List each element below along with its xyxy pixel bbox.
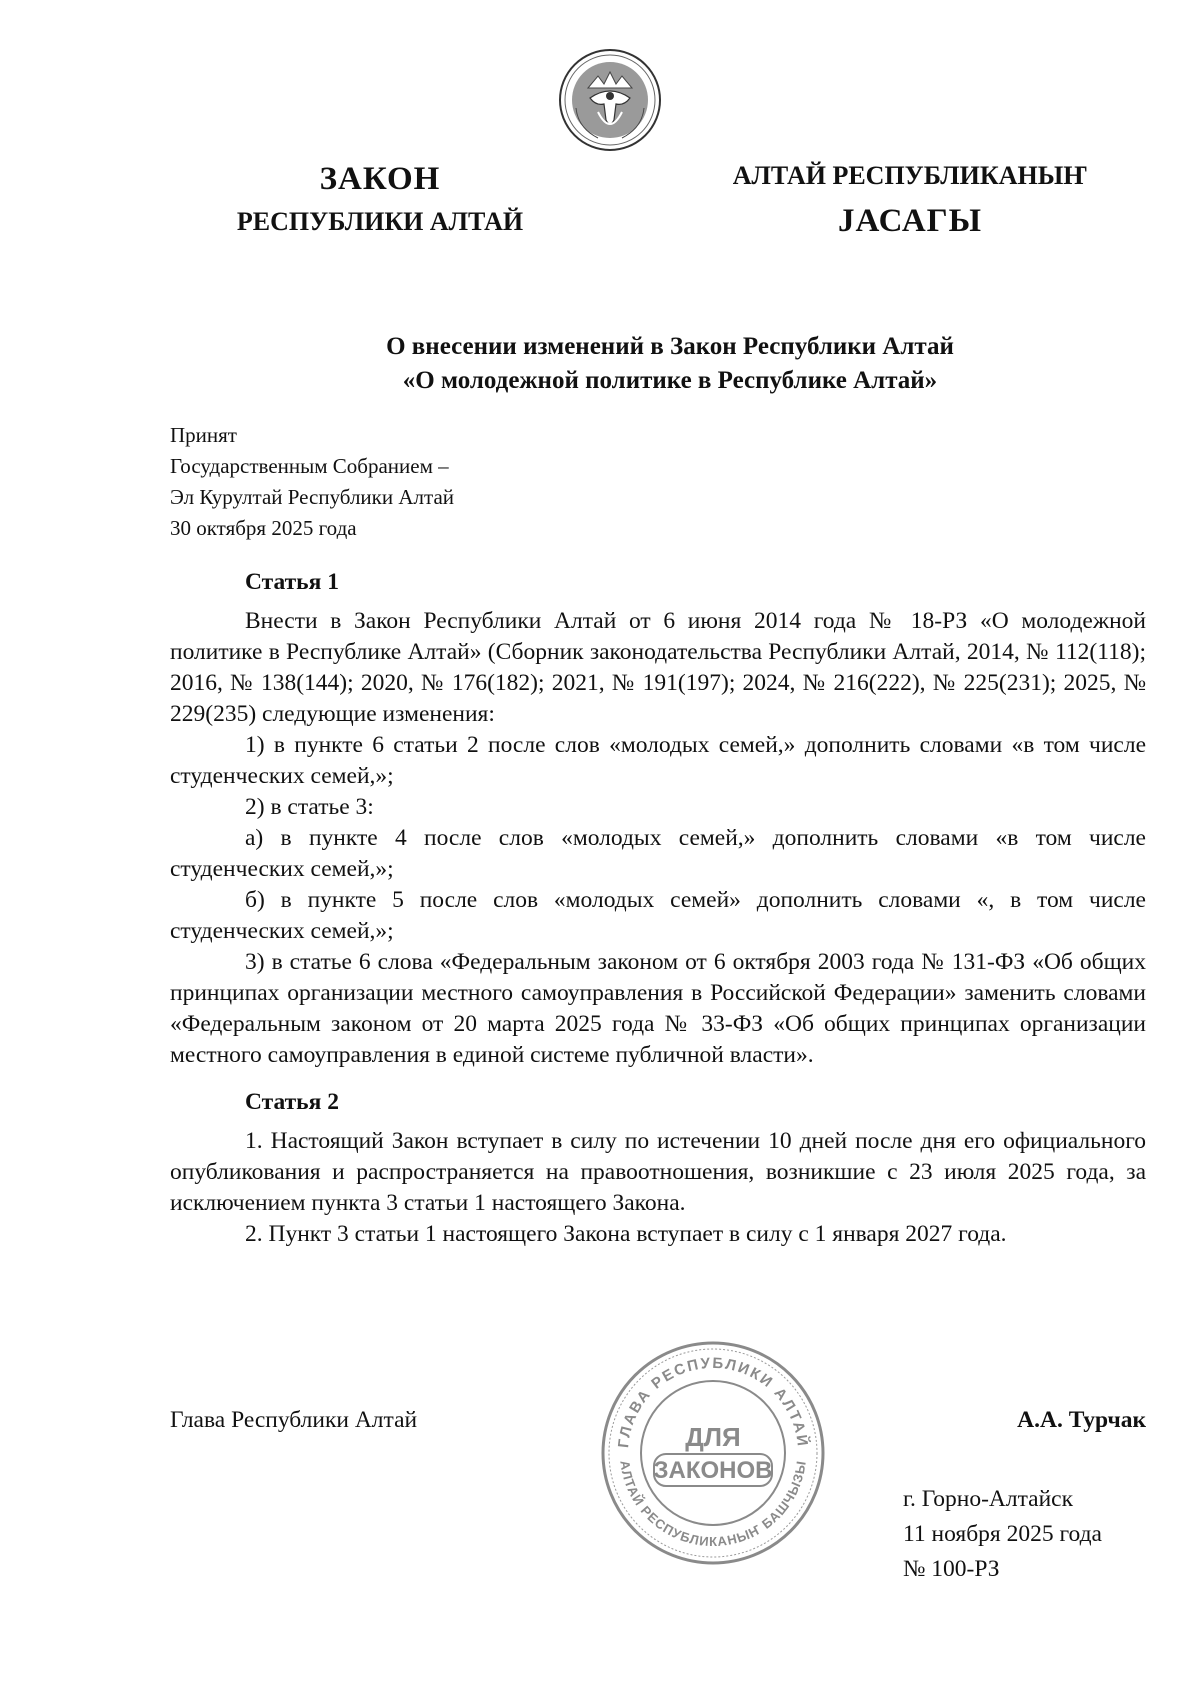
document-title-line2: «О молодежной политике в Республике Алтай» [402,367,938,394]
adoption-line3: Эл Курултай Республики Алтай [170,485,455,509]
adoption-block [170,420,454,544]
signatory-name: А.А. Турчак [1017,1407,1146,1433]
article-2-paragraph: 2. Пункт 3 статьи 1 настоящего Закона вступает в силу с 1 января 2027 года. [245,1221,1007,1247]
header-right-title: АЛТАЙ РЕСПУБЛИКАНЫҤ [732,161,1088,190]
article-1-paragraph: б) в пункте 5 после слов «молодых семей» дополнить словами «, в том числе студенческих семей,»; [170,887,1146,944]
header-left [170,158,590,240]
official-seal [598,1338,828,1568]
adoption-line2: Государственным Собранием – [170,454,449,478]
article-2-paragraph: 1. Настоящий Закон вступает в силу по истечении 10 дней после дня его официального опубликования и распространяется на правоотношения, возникшие с 23 июля 2025 года, за исключением пункта 3 статьи 1 настоящего Закона. [170,1128,1146,1216]
header-right [700,158,1120,242]
article-1-paragraph: 3) в статье 6 слова «Федеральным законом от 6 октября 2003 года № 131-ФЗ «Об общих принципах организации местного самоуправления в Российской Федерации» заменить словами «Федеральным законом от 20 марта 2025 года № 33-ФЗ «Об общих принципах организации местного самоуправления в единой системе публичной власти». [170,949,1146,1068]
law-number: № 100-РЗ [903,1556,1000,1582]
article-1-title: Статья 1 [245,569,339,595]
article-1-paragraph: Внести в Закон Республики Алтай от 6 июня 2014 года № 18-РЗ «О молодежной политике в Республике Алтай» (Сборник законодательства Республики Алтай, 2014, № 112(118); 2016, № 138(144); 2020, № 176(182); 2021, № 191(197); 2024, № 216(222), № 225(231); 2025, № 229(235) следующие изменения: [170,608,1146,727]
signing-date: 11 ноября 2025 года [903,1521,1102,1547]
document-title [170,330,1170,398]
header-left-subtitle: РЕСПУБЛИКИ АЛТАЙ [236,207,524,236]
law-body [170,567,1146,1250]
adoption-line1: Принят [170,423,237,447]
place-city: г. Горно-Алтайск [903,1486,1074,1512]
signatory-position: Глава Республики Алтай [170,1407,418,1433]
adoption-date: 30 октября 2025 года [170,516,357,540]
article-2-title: Статья 2 [245,1089,339,1115]
header-left-title: ЗАКОН [319,161,441,197]
place-date-number [903,1482,1102,1587]
seal-ring-bottom-text: АЛТАЙ РЕСПУБЛИКАНЫҤ БАШЧЫЗЫ [617,1459,809,1550]
seal-ring-top-text: ГЛАВА РЕСПУБЛИКИ АЛТАЙ [615,1354,811,1449]
article-1-paragraph: 2) в статье 3: [245,794,374,820]
document-title-line1: О внесении изменений в Закон Республики Алтай [386,333,954,360]
seal-center-line2: ЗАКОНОВ [653,1457,773,1484]
coat-of-arms-emblem [558,48,662,152]
article-1-paragraph: 1) в пункте 6 статьи 2 после слов «молодых семей,» дополнить словами «в том числе студенческих семей,»; [170,732,1146,789]
header-right-subtitle: JАСАГЫ [837,203,983,239]
seal-center-line1: ДЛЯ [685,1422,741,1452]
article-1-paragraph: а) в пункте 4 после слов «молодых семей,» дополнить словами «в том числе студенческих семей,»; [170,825,1146,882]
